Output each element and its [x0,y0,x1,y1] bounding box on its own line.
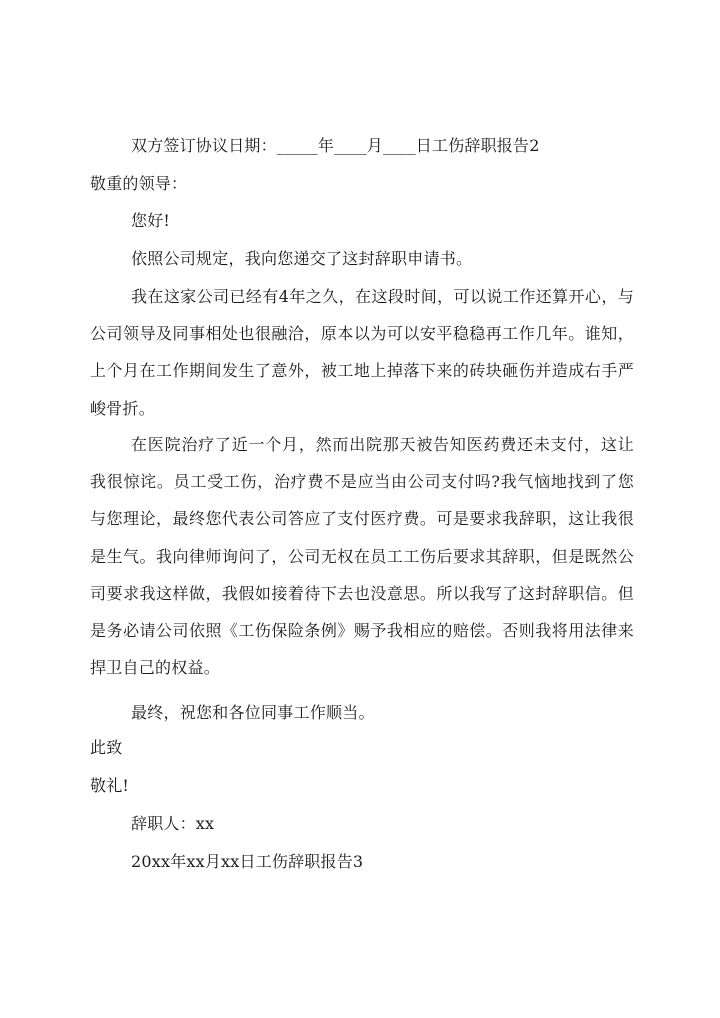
date-line: 20xx年xx月xx日工伤辞职报告3 [131,852,364,871]
paragraph: 最终，祝您和各位同事工作顺当。 [131,703,375,722]
greeting: 您好! [131,211,171,230]
signature: 辞职人：xx [131,814,215,833]
closing-line: 此致 [90,738,123,757]
closing-line: 敬礼! [90,776,130,795]
paragraph: 在医院治疗了近一个月，然而出院那天被告知医药费还未支付，这让我很惊诧。员工受工伤，治疗费不是应当由公司支付吗?我气恼地找到了您与您理论，最终您代表公司答应了支付医疗费。可是要求我辞职，这让我很是生气。我向律师询问了，公司无权在员工工伤后要求其辞职，但是既然公司要求我这样做，我假如接着待下去也没意思。所以我写了这封辞职信。但是务必请公司依照《工伤保险条例》赐予我相应的赔偿。否则我将用法律来捍卫自己的权益。 [90,435,634,678]
paragraph: 我在这家公司已经有4年之久，在这段时间，可以说工作还算开心，与公司领导及同事相处也很融洽，原本以为可以安平稳稳再工作几年。谁知，上个月在工作期间发生了意外，被工地上掉落下来的砖块砸伤并造成右手严峻骨折。 [90,287,634,418]
salutation: 敬重的领导： [90,174,188,193]
paragraph: 依照公司规定，我向您递交了这封辞职申请书。 [131,249,473,268]
agreement-date-line: 双方签订协议日期：_____年____月____日工伤辞职报告2 [131,136,540,155]
